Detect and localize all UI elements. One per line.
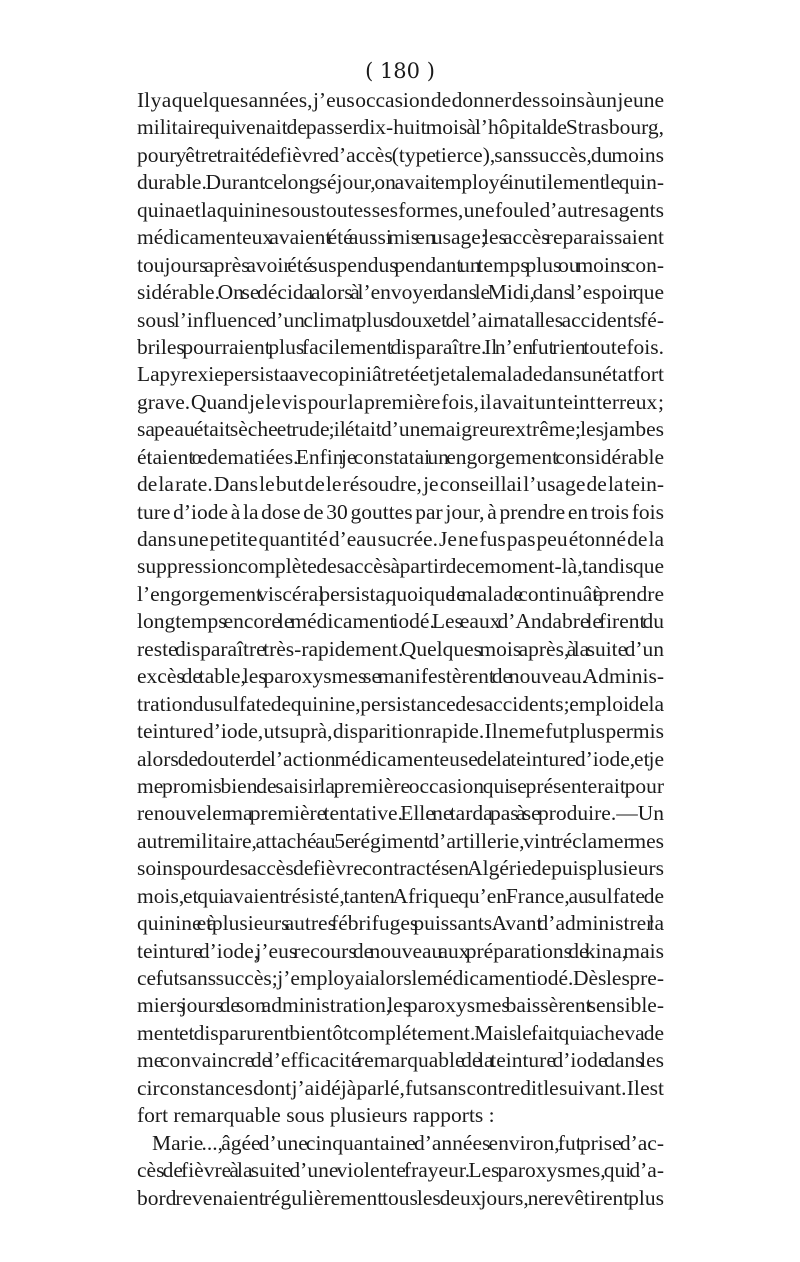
text-line-content: l’engorgement viscéral persista, quoique le malade continuât à prendre [137, 581, 664, 606]
text-line-content: quina et la quinine sous toutes ses formes, une foule d’autres agents [137, 197, 664, 222]
text-line-content: pour y être traité de fièvre d’accès (type tierce), sans succès, du moins [137, 142, 664, 167]
text-line [0, 1130, 800, 1157]
text-line-content: Marie ..., âgée d’une cinquantaine d’années environ, fut prise d’ac- [152, 1130, 664, 1155]
text-line [0, 855, 800, 882]
text-line-content: mois, et qui avaient résisté, tant en Afrique qu’en France, au sulfate de [137, 883, 664, 908]
text-line [0, 1102, 800, 1129]
text-line [0, 307, 800, 334]
text-line [0, 526, 800, 553]
text-line [0, 1185, 800, 1212]
text-line-content: dans une petite quantité d’eau sucrée. Je ne fus pas peu étonné de la [137, 527, 664, 551]
text-line [0, 252, 800, 279]
text-line-content: soins pour des accès de fièvre contractés en Algérie depuis plusieurs [137, 856, 664, 881]
text-line [0, 718, 800, 745]
text-line-content: militaire qui venait de passer dix-huit mois à l’hôpital de Strasbourg, [137, 115, 664, 140]
text-line-content: me promis bien de saisir la première occasion qui se présenterait pour [137, 773, 664, 798]
text-line-content: me convaincre de l’efficacité remarquable de la teinture d’iode dans les [137, 1048, 664, 1073]
text-line [0, 553, 800, 580]
text-line [0, 1020, 800, 1047]
text-line [0, 416, 800, 443]
text-line [0, 389, 800, 416]
text-line [0, 992, 800, 1019]
text-line-content: miers jours de son administration, les paroxysmes baissèrent sensible- [137, 993, 664, 1018]
text-line-content: de la rate. Dans le but de le résoudre, je conseillai l’usage de la tein- [137, 472, 664, 497]
text-line-content: bord revenaient régulièrement tous les deux jours, ne revêtirent plus [137, 1185, 664, 1210]
text-line [0, 773, 800, 800]
text-line [0, 746, 800, 773]
text-line-content: ce fut sans succès; j’employai alors le médicament iodé. Dès les pre- [137, 966, 664, 990]
text-line [0, 279, 800, 306]
text-line [0, 169, 800, 196]
text-line-content: grave. Quand je le vis pour la première fois, il avait un teint terreux ; [137, 389, 664, 414]
text-line-content: quinine et à plusieurs autres fébrifuges puissants. Avant d’administrer la [137, 911, 664, 936]
text-line-content: renouveler ma première tentative. Elle ne tarda pas à se produire.—Un [137, 801, 664, 826]
text-line [0, 608, 800, 635]
text-line [0, 361, 800, 388]
text-line-content: circonstances dont j’ai déjà parlé, fut sans contredit le suivant. Il est [137, 1075, 664, 1100]
text-line [0, 471, 800, 498]
text-line [0, 1157, 800, 1184]
text-line-content: étaient œdematiées. Enfin je constatai un engorgement considérable [137, 444, 664, 469]
text-line [0, 499, 800, 526]
text-line [0, 910, 800, 937]
text-line-content: toujours après avoir été suspendus pendant un temps plus ou moins con- [137, 252, 664, 277]
text-line [0, 224, 800, 251]
text-line [0, 114, 800, 141]
text-line [0, 965, 800, 992]
text-line-content: teinture d’iode, ut suprà, disparition rapide. Il ne me fut plus permis [137, 719, 664, 744]
text-line-content: alors de douter de l’action médicamenteuse de la teinture d’iode, et je [137, 746, 664, 771]
text-line-content: sa peau était sèche et rude ; il était d’une maigreur extrême; les jambes [137, 417, 664, 442]
text-line-content: sidérable. On se décida alors à l’envoyer dans le Midi, dans l’espoir que [137, 280, 664, 305]
body-text [0, 87, 800, 1212]
text-line-content: reste disparaître très-rapidement. Quelques mois après, à la suite d’un [137, 636, 664, 661]
text-line [0, 938, 800, 965]
text-line-content: ture d’iode à la dose de 30 gouttes par jour, à prendre en trois fois [137, 499, 664, 524]
text-line [0, 1047, 800, 1074]
text-line-content: durable. Durant ce long séjour, on avait employé inutilement le quin- [137, 170, 664, 195]
text-line [0, 1075, 800, 1102]
text-line-content: cès de fièvre à la suite d’une violente frayeur. Les paroxysmes, qui d’a- [137, 1158, 664, 1183]
text-line [0, 691, 800, 718]
page-number: ( 180 ) [365, 59, 435, 83]
text-line-content: ment et disparurent bientôt complétement. Mais le fait qui acheva de [137, 1020, 664, 1045]
text-line-content: La pyrexie persista avec opiniâtreté et jeta le malade dans un état fort [137, 362, 664, 387]
text-line [0, 444, 800, 471]
text-line-content: Il y a quelques années, j’eus occasion de donner des soins à un jeune [137, 88, 664, 112]
text-line [0, 800, 800, 827]
text-line-content: teinture d’iode, j’eus recours de nouveau aux préparations de kina, mais [137, 938, 664, 963]
text-line-content: autre militaire, attaché au 5e régiment d’artillerie, vint réclamer mes [137, 828, 664, 853]
text-line [0, 828, 800, 855]
text-line-content: tration du sulfate de quinine, persistance des accidents; emploi de la [137, 691, 664, 716]
text-line [0, 197, 800, 224]
text-line [0, 663, 800, 690]
text-line-content: briles pourraient plus facilement disparaître. Il n’en fut rien toutefois. [137, 334, 664, 359]
text-line [0, 87, 800, 114]
text-line [0, 581, 800, 608]
text-line-content: médicamenteux avaient été aussi mis en usage; les accès reparaissaient [137, 225, 664, 250]
text-line-content: longtemps encore le médicament iodé. Les eaux d’Andabre le firent du [137, 609, 664, 634]
text-line [0, 334, 800, 361]
text-line-content: fort remarquable sous plusieurs rapports : [137, 1103, 495, 1128]
text-line [0, 142, 800, 169]
text-line-content: sous l’influence d’un climat plus doux et de l’air natal les accidents fé- [137, 307, 664, 332]
text-line-content: suppression complète des accès à partir de ce moment-là, tandis que [137, 554, 664, 579]
text-line [0, 883, 800, 910]
text-line [0, 636, 800, 663]
text-line-content: excès de table, les paroxysmes se manifestèrent de nouveau. Adminis- [137, 664, 664, 689]
